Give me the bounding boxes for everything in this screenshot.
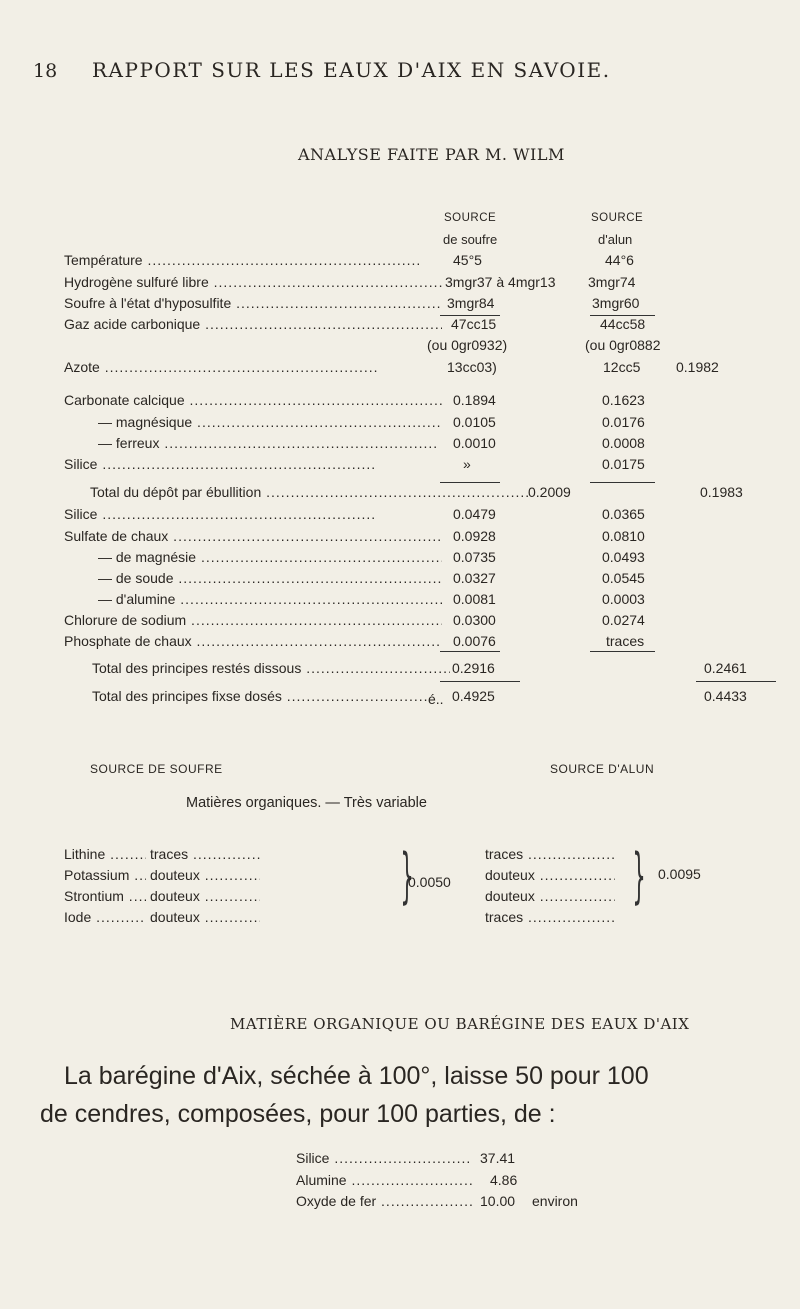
ash-row-0-value: 37.41 <box>480 1150 516 1166</box>
total-dissous-row <box>92 660 450 679</box>
salt-row-3-leader <box>174 570 443 586</box>
carb-row-2-alun: 0.0008 <box>602 435 645 451</box>
total-depot-label: Total du dépôt par ébullition <box>90 484 262 500</box>
gas-row-3-label: Gaz acide carbonique <box>64 316 201 332</box>
rule-dissous-col2 <box>696 681 776 682</box>
gas-row-1-label: Hydrogène sulfuré libre <box>64 274 209 290</box>
ash-row-1-leader <box>347 1172 472 1188</box>
trace-total-soufre: 0.0050 <box>408 874 451 890</box>
trace-row-0-leader <box>105 846 146 862</box>
trace-row-2-label-box <box>64 888 146 904</box>
trace-row-2-label: Strontium <box>64 888 124 904</box>
total-fixes-label: Total des principes fixse dosés <box>92 688 282 704</box>
col1-subheader: de soufre <box>443 232 498 247</box>
total-dissous-soufre: 0.2916 <box>452 660 495 676</box>
organic-section-title: MATIÈRE ORGANIQUE OU BARÉGINE DES EAUX D'AIX <box>230 1015 690 1033</box>
gas-row-1-leader <box>209 274 442 290</box>
trace-row-2-alun-leader <box>535 888 615 904</box>
col2-subheader: d'alun <box>598 232 633 247</box>
brace-right: } <box>632 841 646 911</box>
trace-row-1-alun-cell <box>485 867 615 886</box>
gas-row-2-label-box <box>64 295 442 311</box>
gas-row-3-leader <box>200 316 442 332</box>
trace-row-1-soufre: douteux <box>150 867 200 883</box>
trace-row-0-label-box <box>64 846 146 862</box>
trace-row-0-label-cell <box>64 846 146 865</box>
gas-row-0-leader <box>143 252 422 268</box>
gas-row-2-label-cell <box>64 295 442 314</box>
ash-row-2-label: Oxyde de fer <box>296 1193 377 1209</box>
trace-row-2-label-cell <box>64 888 146 907</box>
gas-row-3-label-box <box>64 316 442 332</box>
gas-row-1-label-box <box>64 274 442 290</box>
salt-row-3-label: — de soude <box>98 570 174 586</box>
ash-row-1-label: Alumine <box>296 1172 347 1188</box>
salt-row-5-alun: 0.0274 <box>602 612 645 628</box>
trace-row-2-leader <box>124 888 146 904</box>
trace-row-2-soufre: douteux <box>150 888 200 904</box>
carb-row-0-label-cell <box>64 392 442 411</box>
salt-row-2-alun: 0.0493 <box>602 549 645 565</box>
gas-row-5-label-box <box>64 359 442 375</box>
col2-header: SOURCE <box>591 212 644 224</box>
rule-col2-carb <box>590 482 655 483</box>
salt-row-1-label: Sulfate de chaux <box>64 528 169 544</box>
gas-row-0-label: Température <box>64 252 143 268</box>
section-source-alun: SOURCE D'ALUN <box>550 762 655 776</box>
ash-row-0-leader <box>329 1150 472 1166</box>
carb-row-1-label-cell <box>64 414 442 433</box>
salt-row-0-label-cell <box>64 506 442 525</box>
gas-row-5-label: Azote <box>64 359 100 375</box>
trace-row-1-label-box <box>64 867 146 883</box>
gas-row-2-alun: 3mgr60 <box>592 295 640 311</box>
gas-row-3-label-cell <box>64 316 442 335</box>
salt-row-6-label: Phosphate de chaux <box>64 633 192 649</box>
salt-row-4-alun: 0.0003 <box>602 591 645 607</box>
trace-row-3-label: Iode <box>64 909 92 925</box>
gas-row-0-label-cell <box>64 252 442 271</box>
salt-row-0-soufre: 0.0479 <box>453 506 496 522</box>
trace-row-2-alun: douteux <box>485 888 535 904</box>
ash-row-0-label-cell <box>296 1150 472 1169</box>
running-head: RAPPORT SUR LES EAUX D'AIX EN SAVOIE. <box>92 58 611 82</box>
total-fixes-row <box>92 688 444 707</box>
trace-row-2-alun-cell <box>485 888 615 907</box>
salt-row-0-label: Silice <box>64 506 98 522</box>
ash-row-2-leader <box>376 1193 472 1209</box>
carb-row-0-label-box <box>64 392 442 408</box>
salt-row-4-label-box <box>64 591 442 607</box>
carb-row-3-label-box <box>64 456 442 472</box>
salt-row-2-label: — de magnésie <box>98 549 197 565</box>
total-depot-row <box>90 484 528 503</box>
gas-row-2-label: Soufre à l'état d'hyposulfite <box>64 295 232 311</box>
trace-row-2-alun-box <box>485 888 615 904</box>
paragraph-line-1: La barégine d'Aix, séchée à 100°, laisse 50 pour 100 <box>64 1062 649 1090</box>
salt-row-5-label-box <box>64 612 442 628</box>
gas-row-4-alun: (ou 0gr0882 <box>585 337 661 353</box>
carb-row-1-label-box <box>64 414 442 430</box>
salt-row-2-label-box <box>64 549 442 565</box>
carb-row-2-leader <box>159 435 438 451</box>
total-depot-alun: 0.1983 <box>700 484 743 500</box>
rule-col1-salts <box>440 651 500 652</box>
salt-row-4-label-cell <box>64 591 442 610</box>
trace-row-0-label: Lithine <box>64 846 106 862</box>
carb-row-2-label: — ferreux <box>98 435 160 451</box>
trace-row-1-alun: douteux <box>485 867 535 883</box>
trace-row-0-alun-leader <box>523 846 615 862</box>
ash-row-2-value: 10.00 <box>480 1193 516 1209</box>
salt-row-2-leader <box>196 549 442 565</box>
trace-row-3-alun-cell <box>485 909 615 928</box>
trace-row-2-soufre-leader <box>200 888 260 904</box>
trace-row-3-alun-leader <box>523 909 615 925</box>
gas-row-3-alun: 44cc58 <box>600 316 646 332</box>
gas-row-5-extra: 0.1982 <box>676 359 719 375</box>
rule-col1-carb <box>440 482 500 483</box>
trace-row-1-alun-box <box>485 867 615 883</box>
salt-row-4-leader <box>175 591 442 607</box>
trace-row-0-soufre-cell <box>150 846 260 865</box>
gas-row-1-label-cell <box>64 274 442 293</box>
trace-row-1-label-cell <box>64 867 146 886</box>
salt-row-1-alun: 0.0810 <box>602 528 645 544</box>
trace-row-0-alun-box <box>485 846 615 862</box>
salt-row-5-leader <box>186 612 442 628</box>
salt-row-0-label-box <box>64 506 442 522</box>
carb-row-1-soufre: 0.0105 <box>453 414 496 430</box>
salt-row-5-soufre: 0.0300 <box>453 612 496 628</box>
carb-row-1-alun: 0.0176 <box>602 414 645 430</box>
total-depot-soufre: 0.2009 <box>528 484 571 500</box>
trace-row-3-soufre-box <box>150 909 260 925</box>
rule-col2-salts <box>590 651 655 652</box>
trace-row-1-soufre-leader <box>200 867 260 883</box>
salt-row-6-label-cell <box>64 633 442 652</box>
trace-row-1-alun-leader <box>535 867 615 883</box>
trace-row-3-soufre-leader <box>200 909 260 925</box>
col1-header: SOURCE <box>444 212 497 224</box>
gas-row-0-label-box <box>64 252 442 268</box>
carb-row-1-label: — magnésique <box>98 414 193 430</box>
gas-row-0-soufre: 45°5 <box>453 252 482 268</box>
trace-row-1-leader <box>129 867 146 883</box>
salt-row-6-alun: traces <box>606 633 645 649</box>
total-fixes-mark: é.. <box>428 691 444 707</box>
rule-dissous-col1 <box>440 681 520 682</box>
gas-row-2-soufre: 3mgr84 <box>447 295 495 311</box>
gas-row-4-soufre: (ou 0gr0932) <box>427 337 508 353</box>
ash-row-2-label-cell <box>296 1193 472 1212</box>
trace-row-0-alun: traces <box>485 846 524 862</box>
trace-row-3-soufre: douteux <box>150 909 200 925</box>
page-number: 18 <box>33 60 58 82</box>
gas-row-5-label-cell <box>64 359 442 378</box>
salt-row-1-label-cell <box>64 528 442 547</box>
organic-matter-line: Matières organiques. — Très variable <box>186 795 427 811</box>
ash-row-0-label-box <box>296 1150 472 1166</box>
gas-row-5-alun: 12cc5 <box>603 359 641 375</box>
salt-row-3-label-cell <box>64 570 442 589</box>
gas-row-2-leader <box>231 295 442 311</box>
salt-row-6-soufre: 0.0076 <box>453 633 496 649</box>
carb-row-0-soufre: 0.1894 <box>453 392 496 408</box>
carb-row-2-soufre: 0.0010 <box>453 435 496 451</box>
trace-row-3-alun: traces <box>485 909 524 925</box>
ash-row-2-label-box <box>296 1193 472 1209</box>
analysis-title: ANALYSE FAITE PAR M. WILM <box>298 145 565 164</box>
salt-row-2-label-cell <box>64 549 442 568</box>
gas-row-5-soufre: 13cc03) <box>447 359 497 375</box>
ash-row-0-label: Silice <box>296 1150 330 1166</box>
trace-row-0-soufre: traces <box>150 846 189 862</box>
salt-row-6-label-box <box>64 633 442 649</box>
salt-row-0-leader <box>97 506 376 522</box>
carb-row-2-label-cell <box>64 435 442 454</box>
total-dissous-label: Total des principes restés dissous <box>92 660 302 676</box>
salt-row-4-label: — d'alumine <box>98 591 176 607</box>
carb-row-2-label-box <box>64 435 442 451</box>
ash-row-2-note: environ <box>532 1193 578 1209</box>
ash-row-1-label-box <box>296 1172 472 1188</box>
salt-row-3-soufre: 0.0327 <box>453 570 496 586</box>
salt-row-3-alun: 0.0545 <box>602 570 645 586</box>
trace-row-2-soufre-box <box>150 888 260 904</box>
trace-row-3-label-box <box>64 909 146 925</box>
brace-left: } <box>400 841 414 911</box>
salt-row-1-label-box <box>64 528 442 544</box>
gas-row-3-soufre: 47cc15 <box>451 316 497 332</box>
trace-row-1-label: Potassium <box>64 867 130 883</box>
total-fixes-alun: 0.4433 <box>704 688 747 704</box>
carb-row-0-label: Carbonate calcique <box>64 392 185 408</box>
trace-row-3-leader <box>91 909 146 925</box>
carb-row-0-alun: 0.1623 <box>602 392 645 408</box>
salt-row-1-leader <box>168 528 442 544</box>
gas-row-0-alun: 44°6 <box>605 252 634 268</box>
trace-row-0-soufre-box <box>150 846 260 862</box>
paragraph-line-2: de cendres, composées, pour 100 parties, de : <box>40 1100 556 1128</box>
salt-row-5-label: Chlorure de sodium <box>64 612 187 628</box>
gas-row-1-alun: 3mgr74 <box>588 274 636 290</box>
salt-row-5-label-cell <box>64 612 442 631</box>
ash-row-1-value: 4.86 <box>490 1172 518 1188</box>
salt-row-0-alun: 0.0365 <box>602 506 645 522</box>
trace-row-0-alun-cell <box>485 846 615 865</box>
carb-row-3-leader <box>97 456 376 472</box>
gas-row-5-leader <box>100 359 379 375</box>
salt-row-4-soufre: 0.0081 <box>453 591 496 607</box>
trace-row-3-soufre-cell <box>150 909 260 928</box>
section-source-soufre: SOURCE DE SOUFRE <box>90 762 223 776</box>
trace-row-1-soufre-cell <box>150 867 260 886</box>
ash-row-1-label-cell <box>296 1172 472 1191</box>
carb-row-1-leader <box>192 414 442 430</box>
rule-col2-top <box>590 315 655 316</box>
salt-row-1-soufre: 0.0928 <box>453 528 496 544</box>
carb-row-3-soufre: » <box>463 456 471 472</box>
trace-row-2-soufre-cell <box>150 888 260 907</box>
trace-total-alun: 0.0095 <box>658 866 701 882</box>
salt-row-6-leader <box>192 633 442 649</box>
gas-row-1-soufre: 3mgr37 à 4mgr13 <box>445 274 556 290</box>
carb-row-3-label-cell <box>64 456 442 475</box>
trace-row-1-soufre-box <box>150 867 260 883</box>
carb-row-3-label: Silice <box>64 456 98 472</box>
trace-row-0-soufre-leader <box>188 846 260 862</box>
trace-row-3-label-cell <box>64 909 146 928</box>
rule-col1-top <box>440 315 500 316</box>
carb-row-3-alun: 0.0175 <box>602 456 645 472</box>
carb-row-0-leader <box>185 392 442 408</box>
total-dissous-alun: 0.2461 <box>704 660 747 676</box>
trace-row-3-alun-box <box>485 909 615 925</box>
salt-row-2-soufre: 0.0735 <box>453 549 496 565</box>
salt-row-3-label-box <box>64 570 442 586</box>
total-fixes-soufre: 0.4925 <box>452 688 495 704</box>
